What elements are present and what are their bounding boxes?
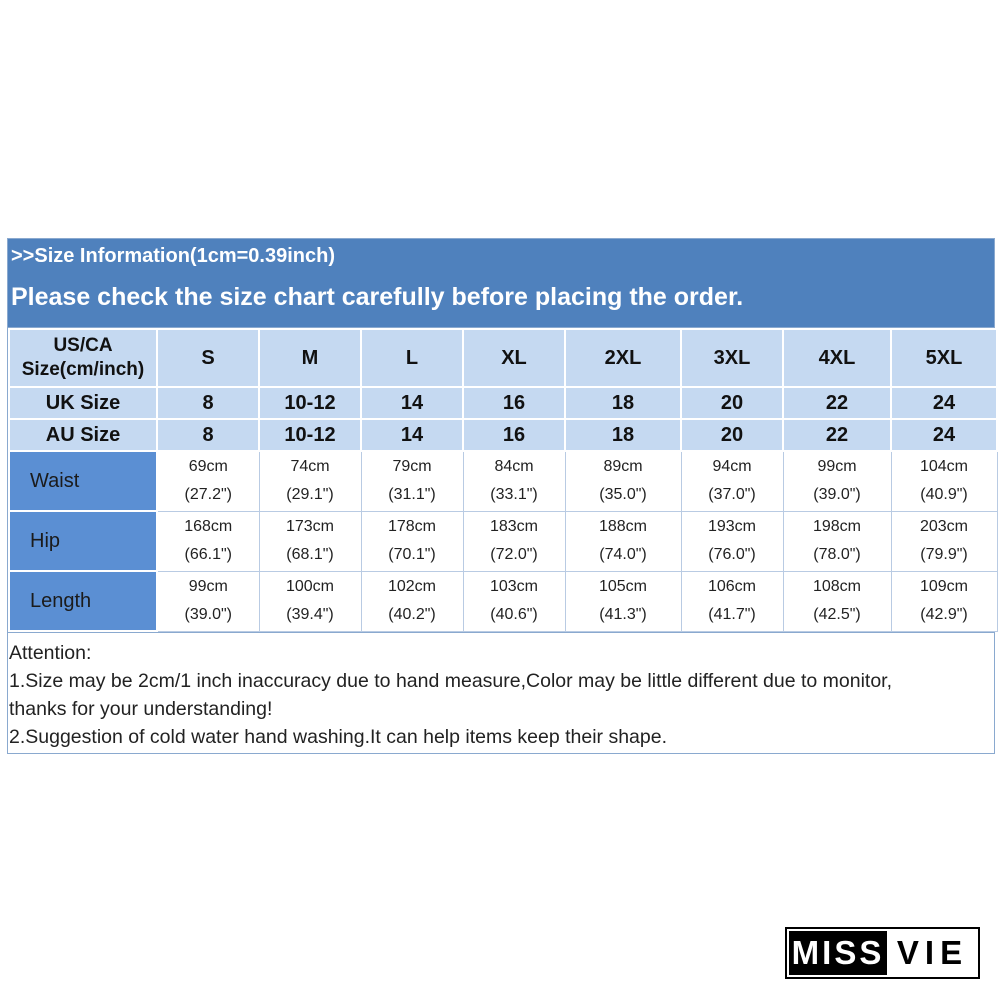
inch-value: (39.0") <box>813 486 861 504</box>
uk-size-cell: 18 <box>565 387 681 419</box>
inch-value: (78.0") <box>813 546 861 563</box>
waist-row <box>9 451 997 511</box>
size-cell: 3XL <box>681 329 783 387</box>
attention-line-1: 1.Size may be 2cm/1 inch inaccuracy due to hand measure,Color may be little different due to monitor, <box>9 670 893 692</box>
inch-value: (37.0") <box>708 486 756 504</box>
inch-value: (31.1") <box>388 486 436 504</box>
measure-cell <box>565 571 681 631</box>
uk-size-cell: 16 <box>463 387 565 419</box>
uk-size-cell: 14 <box>361 387 463 419</box>
inch-value: (68.1") <box>286 546 334 563</box>
inch-value: (76.0") <box>708 546 756 563</box>
au-size-label: AU Size <box>9 419 157 451</box>
cm-value: 183cm <box>489 518 539 535</box>
cm-value: 69cm <box>188 458 228 476</box>
measure-cell <box>157 451 259 511</box>
measure-cell <box>783 451 891 511</box>
measure-cell <box>157 511 259 571</box>
cm-value: 109cm <box>919 578 969 595</box>
us-size-label <box>9 329 157 387</box>
inch-value: (79.9") <box>920 546 968 563</box>
uk-size-cell: 10-12 <box>259 387 361 419</box>
inch-value: (39.4") <box>286 606 334 623</box>
cm-value: 168cm <box>184 518 233 535</box>
au-size-cell: 20 <box>681 419 783 451</box>
size-chart-notice: Please check the size chart carefully before placing the order. <box>11 283 744 311</box>
measure-cell <box>891 571 997 631</box>
au-size-cell: 18 <box>565 419 681 451</box>
cm-value: 84cm <box>494 458 534 476</box>
measure-cell <box>681 511 783 571</box>
uk-size-cell: 22 <box>783 387 891 419</box>
inch-value: (70.1") <box>388 546 436 563</box>
uk-size-cell: 20 <box>681 387 783 419</box>
measure-cell <box>157 571 259 631</box>
cm-value: 100cm <box>285 578 335 595</box>
inch-value: (41.3") <box>599 606 647 623</box>
cm-value: 105cm <box>598 578 648 595</box>
cm-value: 193cm <box>707 518 757 535</box>
us-label-line2: Size(cm/inch) <box>21 359 145 380</box>
measure-cell <box>681 571 783 631</box>
inch-value: (66.1") <box>184 546 232 563</box>
size-table <box>8 328 998 632</box>
measure-cell <box>361 571 463 631</box>
measure-cell <box>783 511 891 571</box>
size-cell: L <box>361 329 463 387</box>
cm-value: 94cm <box>712 458 752 476</box>
size-cell: S <box>157 329 259 387</box>
measure-cell <box>891 511 997 571</box>
inch-value: (40.6") <box>490 606 538 623</box>
measure-cell <box>361 451 463 511</box>
au-size-cell: 16 <box>463 419 565 451</box>
inch-value: (33.1") <box>490 486 538 504</box>
size-chart <box>7 238 995 754</box>
uk-size-row <box>9 387 997 419</box>
measure-cell <box>681 451 783 511</box>
size-cell: 2XL <box>565 329 681 387</box>
uk-size-cell: 8 <box>157 387 259 419</box>
attention-line-2: thanks for your understanding! <box>9 698 273 720</box>
measure-cell <box>361 511 463 571</box>
attention-title: Attention: <box>9 642 92 664</box>
au-size-cell: 10-12 <box>259 419 361 451</box>
cm-value: 102cm <box>387 578 437 595</box>
uk-size-cell: 24 <box>891 387 997 419</box>
length-label: Length <box>9 571 157 631</box>
inch-value: (40.2") <box>388 606 436 623</box>
cm-value: 89cm <box>603 458 643 476</box>
logo-left-text: MISS <box>789 931 887 975</box>
measure-cell <box>259 451 361 511</box>
cm-value: 99cm <box>817 458 857 476</box>
measure-cell <box>463 451 565 511</box>
size-cell: 4XL <box>783 329 891 387</box>
hip-label: Hip <box>9 511 157 571</box>
inch-value: (74.0") <box>599 546 647 563</box>
length-row <box>9 571 997 631</box>
size-cell: M <box>259 329 361 387</box>
inch-value: (41.7") <box>708 606 756 623</box>
au-size-cell: 8 <box>157 419 259 451</box>
cm-value: 198cm <box>812 518 862 535</box>
measure-cell <box>463 571 565 631</box>
measure-cell <box>259 571 361 631</box>
chart-header <box>8 239 994 328</box>
cm-value: 203cm <box>919 518 969 535</box>
inch-value: (40.9") <box>920 486 968 504</box>
attention-notes <box>8 632 994 753</box>
size-cell: XL <box>463 329 565 387</box>
cm-value: 79cm <box>392 458 432 476</box>
inch-value: (42.5") <box>813 606 861 623</box>
cm-value: 178cm <box>387 518 437 535</box>
measure-cell <box>565 451 681 511</box>
waist-label: Waist <box>9 451 157 511</box>
size-cell: 5XL <box>891 329 997 387</box>
au-size-cell: 24 <box>891 419 997 451</box>
measure-cell <box>783 571 891 631</box>
cm-value: 74cm <box>290 458 330 476</box>
inch-value: (29.1") <box>286 486 334 504</box>
cm-value: 173cm <box>285 518 335 535</box>
inch-value: (27.2") <box>184 486 232 504</box>
brand-logo <box>785 927 980 979</box>
measure-cell <box>891 451 997 511</box>
hip-row <box>9 511 997 571</box>
inch-value: (35.0") <box>599 486 647 504</box>
attention-line-3: 2.Suggestion of cold water hand washing.It can help items keep their shape. <box>9 726 667 748</box>
inch-value: (42.9") <box>920 606 968 623</box>
cm-value: 108cm <box>812 578 862 595</box>
cm-value: 103cm <box>489 578 539 595</box>
au-size-cell: 22 <box>783 419 891 451</box>
cm-value: 106cm <box>707 578 757 595</box>
cm-value: 188cm <box>598 518 648 535</box>
measure-cell <box>463 511 565 571</box>
us-label-line1: US/CA <box>53 335 113 356</box>
inch-value: (72.0") <box>490 546 538 563</box>
size-info-title: >>Size Information(1cm=0.39inch) <box>11 245 335 267</box>
logo-right-text: VIE <box>896 934 969 971</box>
cm-value: 99cm <box>188 578 228 595</box>
measure-cell <box>565 511 681 571</box>
measure-cell <box>259 511 361 571</box>
us-size-row <box>9 329 997 387</box>
uk-size-label: UK Size <box>9 387 157 419</box>
au-size-row <box>9 419 997 451</box>
cm-value: 104cm <box>919 458 969 476</box>
inch-value: (39.0") <box>184 606 232 623</box>
au-size-cell: 14 <box>361 419 463 451</box>
